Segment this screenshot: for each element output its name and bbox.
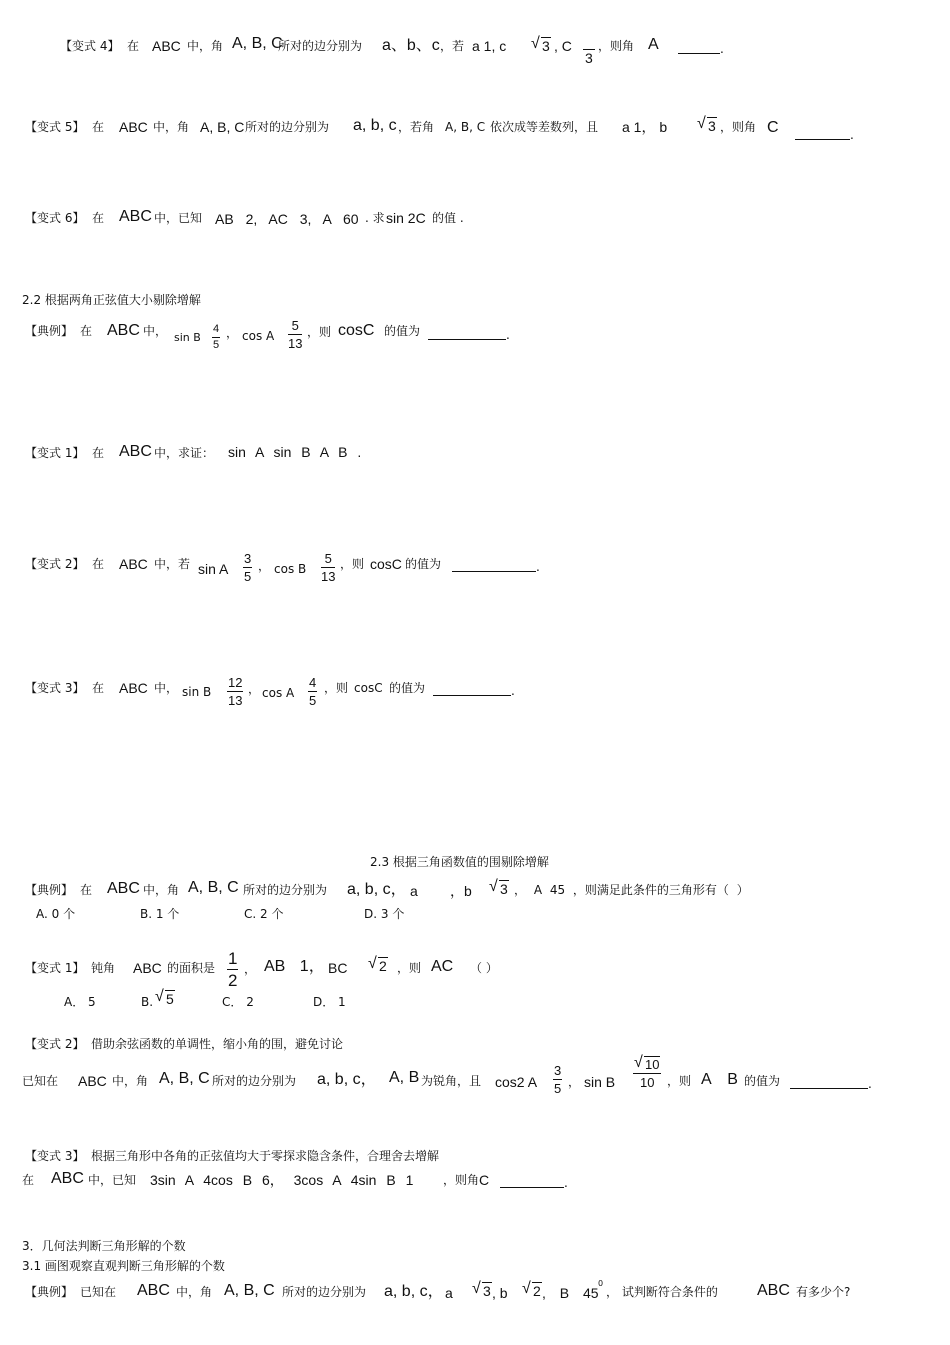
- choice-option: B. 1 个: [140, 907, 180, 921]
- problem-tag: 【典例】: [25, 1285, 74, 1299]
- section-heading: 2.3 根据三角函数值的围剔除增解: [370, 855, 549, 869]
- choice-option: D. 3 个: [364, 907, 405, 921]
- problem-tag: 【典例】: [25, 883, 74, 897]
- fraction-bar: [583, 49, 595, 50]
- section-heading: 3．几何法判断三角形解的个数: [22, 1239, 186, 1253]
- triangle-label: ABC: [119, 119, 148, 135]
- choice-option: C. 2 个: [244, 907, 284, 921]
- fraction: $\frac{5}{13}$: [321, 551, 336, 584]
- problem-tag: 【变式 1】: [25, 961, 85, 975]
- answer-blank: [790, 1087, 868, 1089]
- triangle-label: ABC: [757, 1282, 790, 1299]
- choice-option: D． 1: [313, 995, 346, 1009]
- triangle-label: ABC: [152, 38, 181, 54]
- triangle-label: ABC: [51, 1170, 84, 1187]
- choice-option: A. 0 个: [36, 907, 76, 921]
- answer-blank: [428, 338, 506, 340]
- triangle-label: ABC: [133, 960, 162, 976]
- fraction: $\frac{12}{13}$: [228, 675, 243, 708]
- choice-option: C． 2: [222, 995, 254, 1009]
- fraction: $\frac{3}{5}$: [244, 551, 252, 584]
- problem-tag: 【变式 6】: [25, 211, 85, 225]
- answer-blank: [500, 1186, 564, 1188]
- choice-option: A． 5: [64, 995, 96, 1009]
- fraction: $\frac{4}{5}$: [213, 323, 220, 351]
- answer-blank: [678, 52, 720, 54]
- fraction: $\frac{1}{2}$: [228, 949, 238, 990]
- problem-tag: 【变式 2】: [25, 557, 85, 571]
- triangle-label: ABC: [107, 880, 140, 897]
- subsection-heading: 3.1 画图观察直观判断三角形解的个数: [22, 1259, 225, 1273]
- section-heading: 2.2 根据两角正弦值大小剔除增解: [22, 293, 201, 307]
- problem-tag: 【变式 5】: [25, 120, 85, 134]
- problem-tag: 【变式 4】: [60, 39, 120, 53]
- triangle-label: ABC: [107, 322, 140, 339]
- fraction: √ $\frac{10}{10}$: [633, 1058, 661, 1089]
- answer-blank: [452, 570, 536, 572]
- problem-tag: 【变式 2】: [25, 1037, 85, 1051]
- problem-tag: 【典例】: [25, 324, 74, 338]
- fraction: $\frac{3}{5}$: [554, 1063, 562, 1096]
- fraction: $\frac{5}{13}$: [288, 318, 303, 351]
- fraction: $\frac{4}{5}$: [309, 675, 317, 708]
- triangle-label: ABC: [119, 556, 148, 572]
- triangle-label: ABC: [119, 680, 148, 696]
- triangle-label: ABC: [119, 443, 152, 460]
- choice-option: B.: [141, 995, 154, 1009]
- triangle-label: ABC: [78, 1073, 107, 1089]
- problem-tag: 【变式 1】: [25, 446, 85, 460]
- answer-blank: [433, 694, 511, 696]
- problem-tag: 【变式 3】: [25, 681, 85, 695]
- triangle-label: ABC: [119, 208, 152, 225]
- problem-tag: 【变式 3】: [25, 1149, 85, 1163]
- triangle-label: ABC: [137, 1282, 170, 1299]
- answer-blank: [795, 138, 850, 140]
